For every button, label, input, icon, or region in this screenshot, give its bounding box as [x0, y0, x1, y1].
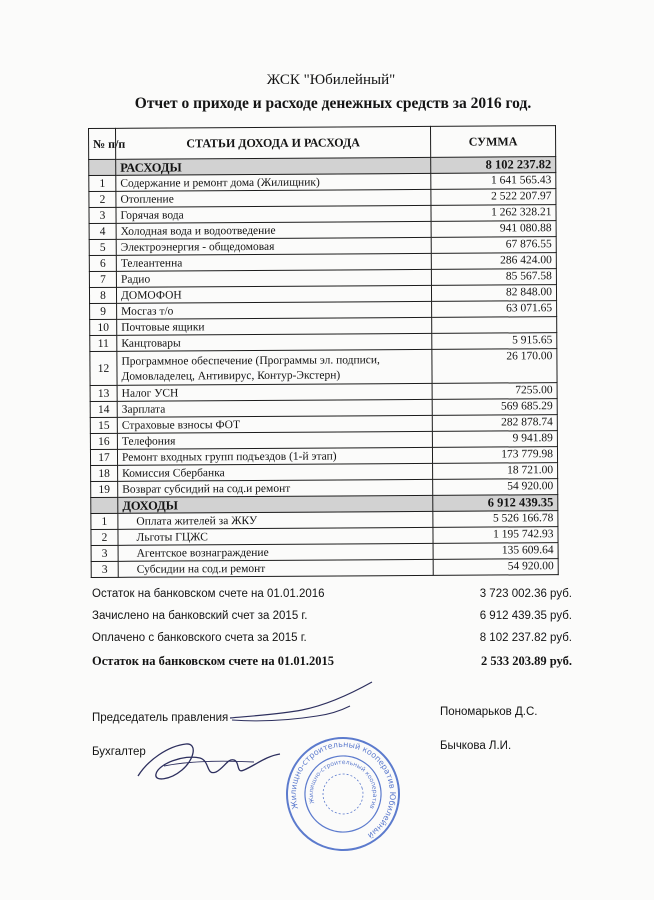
row-number: 11 — [90, 335, 117, 351]
row-sum: 18 721.00 — [433, 463, 558, 480]
row-sum: 282 878.74 — [432, 415, 557, 432]
row-number: 7 — [89, 271, 116, 287]
row-sum: 7255.00 — [432, 383, 557, 400]
row-number: 9 — [90, 303, 117, 319]
row-sum: 9 941.89 — [432, 431, 557, 448]
summary-line-opening-balance — [92, 588, 572, 610]
row-item: ДОМОФОН — [116, 285, 431, 303]
row-number: 2 — [89, 191, 116, 207]
summary-line-credited — [92, 610, 572, 632]
row-item: Холодная вода и водоотведение — [116, 221, 431, 239]
chairman-signature — [222, 676, 382, 726]
section-total: 6 912 439.35 — [433, 495, 558, 512]
column-header-item: СТАТЬИ ДОХОДА И РАСХОДА — [116, 126, 431, 159]
row-sum: 5 526 166.78 — [433, 511, 558, 528]
summary-label: Остаток на банковском счете на 01.01.2015 — [92, 654, 334, 668]
row-item: Страховые взносы ФОТ — [117, 415, 432, 433]
row-sum: 67 876.55 — [431, 237, 556, 254]
row-item: Электроэнергия - общедомовая — [116, 237, 431, 255]
column-header-sum: СУММА — [430, 126, 555, 158]
accountant-role: Бухгалтер — [92, 746, 146, 758]
row-item: Возврат субсидий на сод.и ремонт — [118, 479, 433, 497]
row-number: 14 — [90, 401, 117, 417]
accountant-signature — [134, 736, 284, 788]
summary-value: 3 723 002.36 руб. — [479, 588, 572, 600]
row-sum: 1 641 565.43 — [431, 173, 556, 190]
row-number: 5 — [89, 239, 116, 255]
row-item: Мосгаз т/о — [117, 301, 432, 319]
row-sum: 54 920.00 — [433, 479, 558, 496]
summary-line-paid — [92, 632, 572, 654]
row-item: Налог УСН — [117, 383, 432, 401]
row-sum: 54 920.00 — [433, 559, 558, 576]
row-item: Телефония — [117, 431, 432, 449]
column-header-number: № п/п — [89, 128, 116, 159]
summary-value: 6 912 439.35 руб. — [479, 610, 572, 622]
row-item: Канцтовары — [117, 333, 432, 351]
row-item: Субсидии на сод.и ремонт — [118, 559, 433, 577]
table-header-row — [89, 126, 556, 160]
row-item: Ремонт входных групп подъездов (1-й этап) — [117, 447, 432, 465]
summary-value: 2 533 203.89 руб. — [481, 654, 572, 668]
row-item: Агентское вознаграждение — [118, 543, 433, 561]
summary-label: Остаток на банковском счете на 01.01.2016 — [92, 588, 325, 600]
summary-label: Зачислено на банковский счет за 2015 г. — [92, 610, 308, 622]
row-number: 17 — [90, 449, 117, 465]
organization-seal — [284, 735, 402, 853]
row-number: 15 — [90, 417, 117, 433]
row-sum: 286 424.00 — [431, 253, 556, 270]
row-number: 6 — [89, 255, 116, 271]
report-table-body — [89, 157, 559, 578]
row-sum: 5 915.65 — [432, 333, 557, 350]
row-item: Почтовые ящики — [117, 317, 432, 335]
row-sum: 1 195 742.93 — [433, 527, 558, 544]
row-number: 1 — [91, 513, 118, 529]
row-item: Горячая вода — [116, 205, 431, 223]
row-item: Оплата жителей за ЖКУ — [118, 511, 433, 529]
row-sum: 135 609.64 — [433, 543, 558, 560]
row-number: 16 — [90, 433, 117, 449]
seal-outer-text: Жилищно-строительный кооператив Юбилейный — [288, 739, 398, 841]
summary-value: 8 102 237.82 руб. — [479, 632, 572, 644]
row-sum: 941 080.88 — [431, 221, 556, 238]
section-total: 8 102 237.82 — [431, 157, 556, 174]
row-sum: 1 262 328.21 — [431, 205, 556, 222]
row-item: Комиссия Сбербанка — [118, 463, 433, 481]
summary-line-closing-balance — [92, 654, 572, 676]
section-label: РАСХОДЫ — [116, 157, 431, 175]
row-item: Программное обеспечение (Программы эл. подписи, Домовладелец, Антивирус, Контур-Экстерн) — [117, 349, 432, 385]
accountant-name: Бычкова Л.И. — [440, 740, 512, 752]
section-label: ДОХОДЫ — [118, 495, 433, 513]
row-number: 12 — [90, 351, 117, 385]
chairman-name: Пономарьков Д.С. — [440, 706, 538, 718]
row-number: 10 — [90, 319, 117, 335]
row-number: 3 — [91, 545, 118, 561]
summary-label: Оплачено с банковского счета за 2015 г. — [92, 632, 307, 644]
row-sum: 173 779.98 — [432, 447, 557, 464]
report-title: Отчет о приходе и расходе денежных средств за 2016 год. — [134, 95, 532, 112]
row-number: 18 — [91, 465, 118, 481]
balance-summary — [92, 588, 572, 676]
seal-inner-text: Жилищно-строительный кооператив — [307, 758, 379, 810]
row-sum: 26 170.00 — [432, 349, 557, 384]
row-number: 8 — [89, 287, 116, 303]
row-number: 2 — [91, 529, 118, 545]
row-number: 3 — [91, 561, 118, 577]
section-number-cell — [89, 159, 116, 175]
row-item: Телеантенна — [116, 253, 431, 271]
row-item: Льготы ГЦЖС — [118, 527, 433, 545]
table-row — [91, 559, 558, 578]
row-sum: 85 567.58 — [431, 269, 556, 286]
chairman-role: Председатель правления — [92, 712, 229, 724]
row-number: 4 — [89, 223, 116, 239]
section-number-cell — [91, 497, 118, 513]
svg-text:Жилищно-строительный кооперати — [284, 735, 402, 853]
row-number: 1 — [89, 175, 116, 191]
organization-name: ЖСК "Юбилейный" — [266, 72, 396, 88]
row-sum: 63 071.65 — [432, 301, 557, 318]
row-sum: 2 522 207.97 — [431, 189, 556, 206]
report-table — [88, 125, 559, 578]
row-number: 13 — [90, 385, 117, 401]
table-row — [90, 349, 557, 386]
row-item: Зарплата — [117, 399, 432, 417]
row-item: Отопление — [116, 189, 431, 207]
row-item: Содержание и ремонт дома (Жилищник) — [116, 173, 431, 191]
row-sum: 82 848.00 — [431, 285, 556, 302]
row-number: 19 — [91, 481, 118, 497]
row-sum — [432, 317, 557, 334]
row-sum: 569 685.29 — [432, 399, 557, 416]
row-number: 3 — [89, 207, 116, 223]
row-item: Радио — [116, 269, 431, 287]
